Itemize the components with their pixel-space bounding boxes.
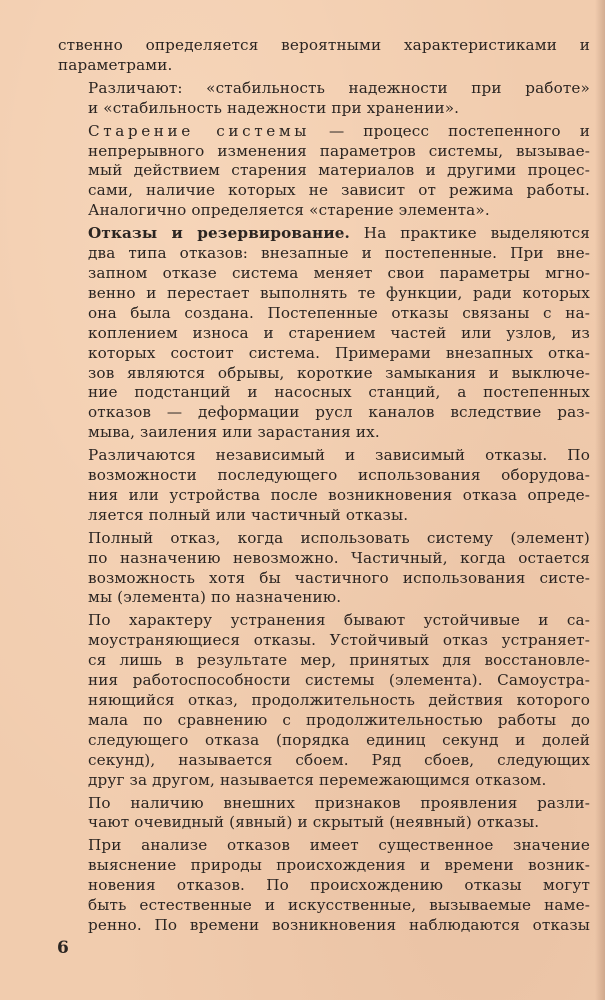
text-line: и «стабильность надежности при хранении». (88, 98, 460, 117)
term-aging-system: Старение системы (88, 121, 310, 140)
text-line: Полный отказ, когда использовать систему (элемент) (88, 528, 590, 547)
text-line: Различают: «стабильность надежности при работе» (88, 78, 590, 97)
text-line: возможность хотя бы частичного использования систе- (88, 568, 590, 587)
text-line: два типа отказов: внезапные и постепенные. При вне- (88, 244, 590, 263)
text-line: ственно определяется вероятными характеристиками и (58, 36, 590, 54)
paragraph-8 (58, 794, 590, 834)
text-line: мала по сравнению с продолжительностью работы до (88, 710, 590, 729)
text-line: которых состоит система. Примерами внезапных отка- (88, 343, 590, 362)
text-line: секунд), называется сбоем. Ряд сбоев, следующих (88, 750, 590, 769)
text-line: По характеру устранения бывают устойчивые и са- (88, 611, 590, 630)
text-line: моустраняющиеся отказы. Устойчивый отказ устраняет- (88, 631, 590, 650)
text-line: выяснение природы происхождения и времени возник- (88, 856, 590, 875)
paragraph-2 (58, 79, 590, 119)
text-line: мыва, заиления или зарастания их. (88, 423, 380, 442)
text-line: следующего отказа (порядка единиц секунд и долей (88, 730, 590, 749)
text-line: запном отказе система меняет свои параметры мгно- (88, 263, 590, 282)
text-line: При анализе отказов имеет существенное значение (88, 836, 590, 855)
text-line: На практике выделяются (350, 224, 591, 243)
text-line: ляется полный или частичный отказы. (88, 505, 409, 524)
text-line: ся лишь в результате мер, принятых для восстановле- (88, 651, 590, 670)
paragraph-7 (58, 611, 590, 790)
text-line: параметрами. (58, 55, 173, 74)
page-text (58, 36, 590, 939)
text-line: няющийся отказ, продолжительность действия которого (88, 691, 590, 709)
text-line: венно и перестает выполнять те функции, ради которых (88, 283, 590, 302)
text-line: сами, наличие которых не зависит от режима работы. (88, 181, 590, 200)
text-line: Аналогично определяется «старение элемента». (88, 201, 490, 220)
paragraph-9 (58, 836, 590, 936)
text-line: ние подстанций и насосных станций, а постепенных (88, 383, 590, 402)
text-line: коплением износа и старением частей или узлов, из (88, 323, 590, 342)
text-line: новения отказов. По происхождению отказы могут (88, 876, 590, 895)
text-line: Различаются независимый и зависимый отказы. По (88, 446, 590, 465)
paragraph-6 (58, 529, 590, 609)
text-line: зов являются обрывы, короткие замыкания и выключе- (88, 363, 590, 382)
text-line: по назначению невозможно. Частичный, когда остается (88, 548, 590, 567)
text-line: она была создана. Постепенные отказы связаны с на- (88, 303, 590, 322)
paragraph-1 (58, 36, 590, 76)
text-line: отказов — деформации русл каналов вследствие раз- (88, 403, 590, 422)
text-line: друг за другом, называется перемежающимся отказом. (88, 770, 547, 789)
text-line: чают очевидный (явный) и скрытый (неявный) отказы. (88, 813, 540, 832)
paragraph-4 (58, 224, 590, 443)
page-number: 6 (57, 938, 69, 958)
text-line: По наличию внешних признаков проявления разли- (88, 793, 590, 812)
text-line: ния или устройства после возникновения отказа опреде- (88, 485, 590, 504)
section-heading: Отказы и резервирование. (88, 224, 350, 243)
paragraph-5 (58, 446, 590, 526)
text-line: непрерывного изменения параметров системы, вызывае- (88, 141, 590, 160)
text-line: ренно. По времени возникновения наблюдаются отказы (88, 915, 590, 934)
text-line: возможности последующего использования оборудова- (88, 466, 590, 485)
page-edge-shadow (595, 0, 605, 1000)
text-line: — процесс постепенного и (309, 121, 590, 140)
text-line: мы (элемента) по назначению. (88, 588, 342, 607)
text-line: мый действием старения материалов и другими процес- (88, 161, 590, 180)
text-line: быть естественные и искусственные, вызываемые наме- (88, 896, 590, 915)
paragraph-3 (58, 122, 590, 222)
text-line: ния работоспособности системы (элемента). Самоустра- (88, 671, 590, 690)
